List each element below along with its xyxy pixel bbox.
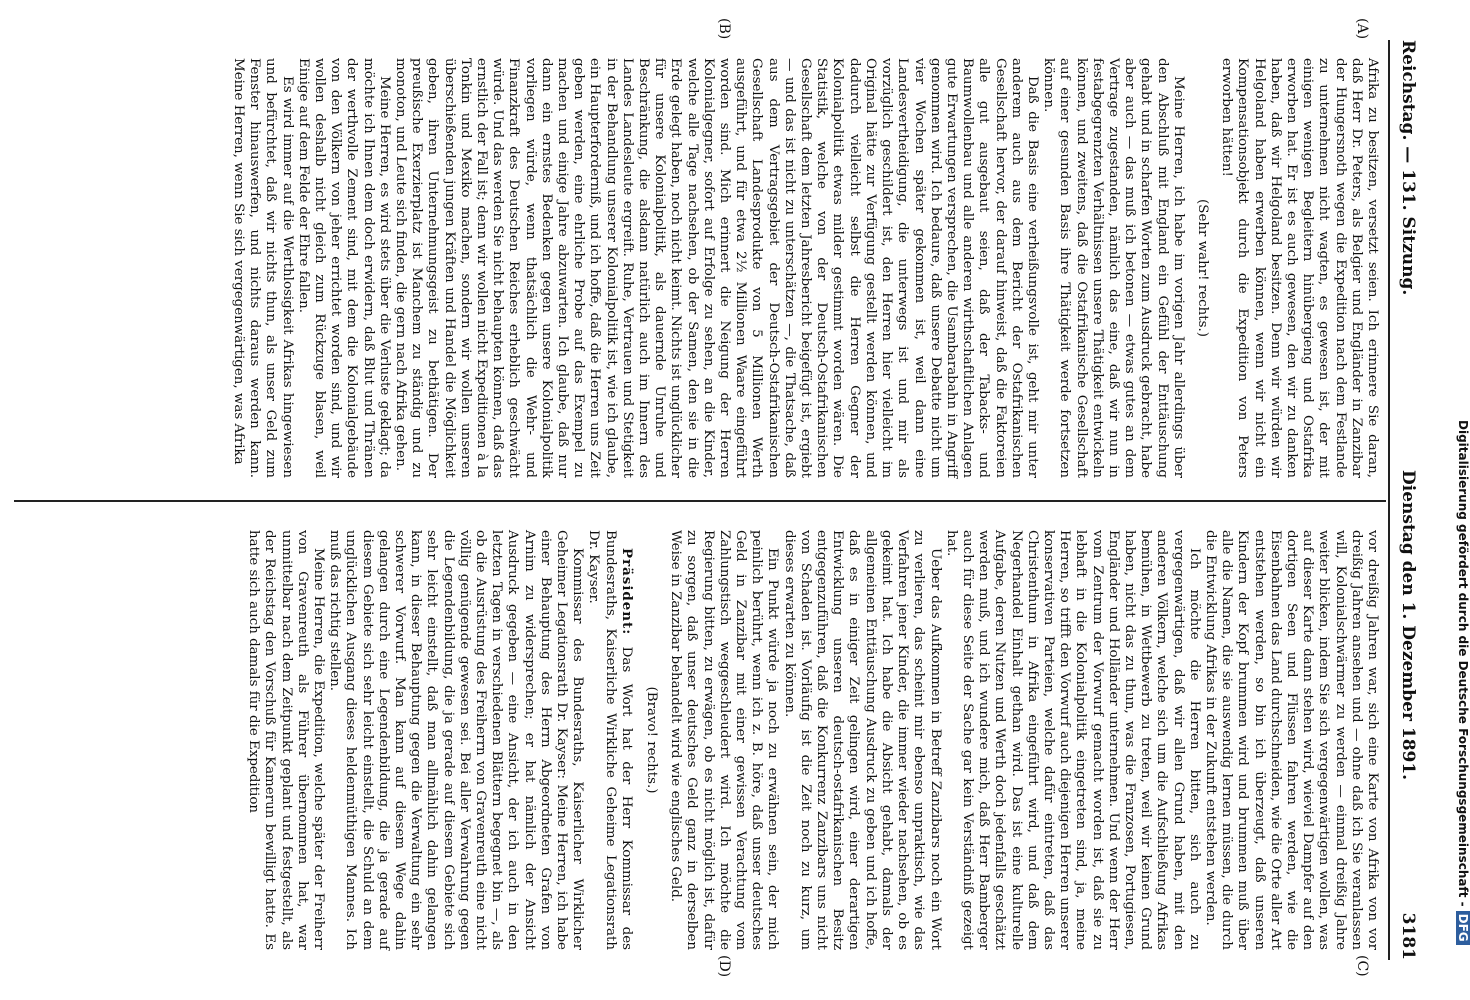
right-column (20, 530, 1380, 950)
applause-note: (Bravo! rechts.) (644, 686, 660, 794)
digitization-credit (1456, 420, 1470, 945)
paragraph: Meine Herren, ich habe im vorigen Jahr allerdings über den Abschluß mit England ein Gefühl der Enttäuschung gehabt und in scharfen Worten zum Ausdruck gebracht, habe aber auch — das muß ich betonen — etwas gutes an dem Vertrage zugestanden, nämlich das eine, daß wir nun in festabgegrenzten Verhältnissen unsere Thätigkeit entwickeln können, und zweitens, daß die Ostafrikanische Gesellschaft auf einer gesunden Basis ihre Thätigkeit werde fortsetzen können. (1041, 58, 1186, 478)
paragraph-text: Meine Herren, ich habe einer Behauptung des Herrn Abgeordneten Grafen von Arnim zu widersprechen; er hat nämlich der Ansicht Ausdruck gegeben — eine Ansicht, der ich auch in den letzten Tagen in verschiedenen Blättern begegnet bin —, als ob die Ausrüstung des Freiherrn von Gravenreuth eine nicht völlig genügende gewesen sei. Bei aller Verwahrung gegen die Legendenbildung, die ja gerade auf diesem Gebiete sich sehr leicht einstellt, daß man allmählich dahin gelangen kann, in dieser Behauptung gegen die Verwaltung ein sehr schwerer Vorwurf. Man kann auf diesem Wege dahin gelangen durch eine Legendenbildung, die ja gerade auf diesem Gebiete sich sehr leicht einstellt, die Schuld an dem unglücklichen Ausgang dieses heldenmüthigen Mannes. Ich muß das richtig stellen. (327, 530, 570, 950)
header-left-title: Reichstag. — 131. Sitzung. (1398, 40, 1418, 296)
paragraph: Meine Herren, es wird stets über die Verluste geklagt; da möchte ich Ihnen dem doch erwidern, daß Blut und Thränen der werthvolle Zement sind, mit dem die Kolonialgebäude von den Völkern von jeher errichtet worden sind, und wir wollen deshalb nicht gleich zum Rückzuge blasen, weil Einige auf dem Felde der Ehre fallen. (295, 58, 392, 478)
paragraph: Ein Punkt würde ja noch zu erwähnen sein, der mich peinlich berührt, wenn ich z. B. höre, daß unser deutsches Geld in Zanzibar mit einer gewissen Verachtung vom Zahlungstisch weggeschleudert wird. Ich möchte die Regierung bitten, zu erwägen, ob es nicht möglich ist, dafür zu sorgen, daß unser deutsches Geld ganz in derselben Weise in Zanzibar behandelt wird wie englisches Geld. (668, 530, 781, 950)
paragraph: Meine Herren, die Expedition, welche später der Freiherr von Gravenreuth als Führer übernommen hat, war unmittelbar nach dem Zeitpunkt geplant und festgestellt, als der Reichstag den Vorschuß für Kamerun bewilligt hatte. Es hatte sich auch damals für die Expedition (246, 530, 326, 950)
paragraph: Ueber das Aufkommen in Betreff Zanzibars noch ein Wort zu verlieren, das scheint mir ebenso unpraktisch, wie das Verfahren jener Kinder, die immer wieder nachsehen, ob es gekeimt hat. Ich habe die Absicht gehabt, damals der allgemeinen Enttäuschung Ausdruck zu geben und ich hoffe, daß es in einiger Zeit gelingen wird, einer derartigen Entwicklung unseren deutsch-ostafrikanischen Besitz entgegenzuführen, daß die Konkurrenz Zanzibars uns nicht von Schaden ist. Vorläufig ist die Zeit noch zu kurz, um dieses erwarten zu können. (781, 530, 943, 950)
speaker-president: Präsident: (618, 548, 635, 636)
paragraph: vor dreißig Jahren war, sich eine Karte von Afrika von vor dreißig Jahren ansehen und — ohne daß ich Sie veranlassen will, Kolonialschwärmer zu werden — einmal dreißig Jahre weiter blicken, indem Sie sich vergegenwärtigen wollen, was auf dieser Karte dann stehen wird, wieviel Dampfer auf den dortigen Seen und Flüssen fahren werden, wie die Eisenbahnen das Land durchschneiden, wie die Orte aller Art entstehen werden, so bin ich überzeugt, daß unseren Kindern der Kopf brummen wird und brummen muß über alle die Namen, die sie auswendig lernen müssen, die durch die Entwicklung Afrikas in der Zukunft entstehen werden. (1202, 530, 1380, 950)
header-date: Dienstag den 1. Dezember 1891. (1398, 470, 1418, 781)
column-divider (14, 500, 1386, 502)
paragraph-text: Das Wort hat der Herr Kommissar des Bundesraths, Kaiserliche Wirkliche Geheime Legationsrath Dr. Kayser. (586, 530, 634, 950)
paragraph (326, 530, 585, 950)
paragraph: Daß die Basis eine verheißungsvolle ist, geht mir unter anderem auch aus dem Bericht der Ostafrikanischen Gesellschaft hervor, der darauf hinweist, daß die Faktoreien alle gut ausgebaut seien, daß der Tabacks- und Baumwollenbau und alle anderen wirthschaftlichen Anlagen gute Erwartungen versprechen, die Usambarabahn in Angriff genommen wird. Ich bedaure, daß unsere Debatte nicht um vier Wochen später gekommen ist, weil dann eine Landesvertheidigung, die unterwegs ist und mir als vorzüglich geschildert ist, den Herren hier vielleicht im Original hätte zur Verfügung gestellt werden können, und dadurch vielleicht selbst die Herren Gegner der Kolonialpolitik etwas milder gestimmt worden wären. Die Statistik, welche von der Deutsch-Ostafrikanischen Gesellschaft dem letzten Jahresbericht beigefügt ist, ergiebt — und das ist nicht zu unterschätzen —, die Thatsache, daß aus dem Vertragsgebiet der Deutsch-Ostafrikanischen Gesellschaft Landesprodukte von 5 Millionen Werth ausgeführt, und für etwa 2½ Millionen Waare eingeführt worden sind. Mich erinnert die Neigung der Herren Kolonialgegner, sofort auf Erfolge zu sehen, an die Kinder, welche alle Tage nachsehen, ob der Samen, den sie in die Erde gelegt haben, noch nicht keimt. Nichts ist unglücklicher für unsere Kolonialpolitik, als dauernde Unruhe und Beschränkung, die alsdann natürlich auch im Innern des Landes Landesleute ergreift. Ruhe, Vertrauen und Stetigkeit in der Behandlung unserer Kolonialpolitik ist, wie ich glaube, ein Haupterforderniß, und ich hoffe, daß die Herren uns Zeit geben werden, eine ehrliche Probe auf das Exempel zu machen und einige Jahre abzuwarten. Ich glaube, daß nur dann ein ernstes Bedenken gegen unsere Kolonialpolitik vorliegen würde, wenn thatsächlich die Wehr- und Finanzkraft des Deutschen Reiches erheblich geschwächt würde. Und das werden Sie nicht behaupten können, daß das ernstlich der Fall ist; denn wir wollen nicht Expeditionen à la Tonkin und Mexiko machen, sondern wir wollen unseren überschießenden jungen Kräften und Handel die Möglichkeit geben, ihren Unternehmungsgeist zu bethätigen. Der preußische Exerzierplatz ist Manchem zu ständig und zu monoton, und Leute sich finden, die gern nach Afrika gehen. (393, 58, 1040, 478)
margin-marker-d: (D) (716, 955, 732, 978)
paragraph: Es wird immer auf die Werthlosigkeit Afrikas hingewiesen und befürchtet, daß wir nichts thun, als unser Geld zum Fenster hinauswerfen, und nichts daraus werden kann. Meine Herren, wenn Sie sich vergegenwärtigen, was Afrika (230, 58, 295, 478)
speaker-commissioner: Kommissar des Bundesraths, Kaiserlicher Wirklicher Geheimer Legationsrath Dr. Kayser: (554, 530, 586, 950)
paragraph: Ich möchte die Herren bitten, sich auch zu vergegenwärtigen, daß wir allen Grund haben, mit den anderen Völkern, welche sich um die Aufschließung Afrikas bemühen, in Wettbewerb zu treten, weil wir keinen Grund haben, nicht das zu thun, was die Franzosen, Portugiesen, Engländer und Holländer unternehmen. Und wenn der Herr vom Zentrum der Vorwurf gemacht worden ist, daß sie zu lebhaft in die Kolonialpolitik eingetreten sind, ja, meine Herren, so trifft den Vorwurf auch diejenigen Herren unserer konservativen Parteien, welche dafür eintreten, daß das Christenthum in Afrika eingeführt wird, und daß dem Negerhandel Einhalt gethan wird. Das ist eine kulturelle Aufgabe, deren Nutzen und Werth doch jedenfalls geschätzt werden muß, und ich wundere mich, daß Herr Bamberger auch für diese Seite der Sache gar kein Verständniß gezeigt hat. (943, 530, 1202, 950)
left-column (20, 58, 1380, 478)
page-header (1388, 40, 1426, 960)
applause-note: (Sehr wahr! rechts.) (1194, 199, 1210, 337)
paragraph: Afrika zu besitzen, versetzt seien. Ich erinnere Sie daran, daß Herr Dr. Peters, als Belgier und Engländer in Zanzibar der Hungersnoth wegen die Expedition nach dem Festlande zu unternehmen nicht wagten, es gewesen ist, der mit einigen wenigen Begleitern hinübergieng und Ostafrika erworben hat. Er ist es auch gewesen, den wir zu danken haben, daß wir Helgoland besitzen. Denn wir würden wir Helgoland haben erwerben können, wenn wir nicht ein Kompensationsobjekt durch die Expedition von Peters erworben hätten! (1219, 58, 1380, 478)
margin-marker-b: (B) (716, 18, 732, 40)
margin-marker-c: (C) (1354, 955, 1370, 977)
header-page-number: 3181 (1398, 912, 1418, 960)
margin-marker-a: (A) (1354, 18, 1370, 40)
credit-text: Digitalisierung gefördert durch die Deutsche Forschungsgemeinschaft - (1456, 420, 1470, 907)
paragraph (585, 530, 635, 950)
dfg-logo: DFG (1456, 911, 1470, 945)
